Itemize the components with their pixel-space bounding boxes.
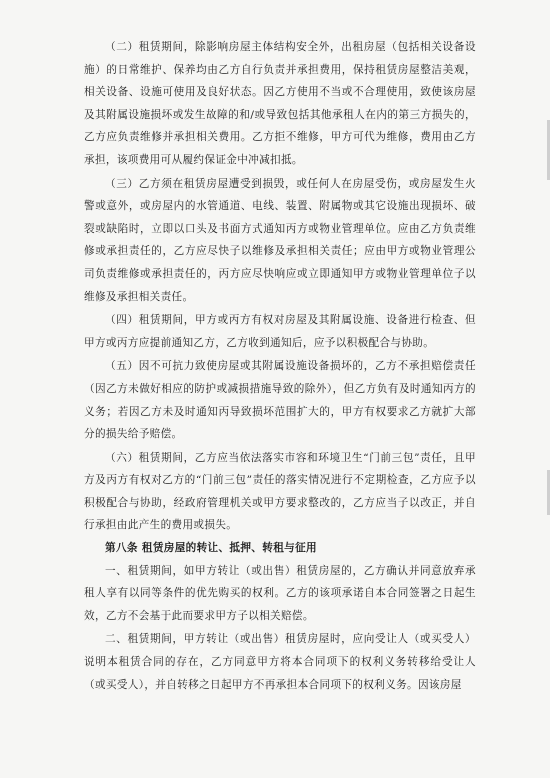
article-8-heading: 第八条 租赁房屋的转让、抵押、转租与征用 <box>105 542 317 555</box>
clause-2-paragraph: （二）租赁期间，除影响房屋主体结构安全外，出租房屋（包括相关设备设施）的日常维护、保养均由乙方自行负责并承担费用，保持租赁房屋整洁美观，相关设备、设施可使用及良好状态。因乙方使用不当或不合理使用，致使该房屋及其附属设施损坏或发生故障的和/或导致包括其他承租人在内的第三方损失的，乙方应负责维修并承担相关费用。乙方拒不维修，甲方可代为维修，费用由乙方承担，该项费用可从履约保证金中冲减扣抵。 <box>84 41 476 166</box>
clause-5-paragraph: （五）因不可抗力致使房屋或其附属设施设备损坏的，乙方不承担赔偿责任（因乙方未做好相应的防护或减损措施导致的除外），但乙方负有及时通知丙方的义务；若因乙方未及时通知丙导致损坏范围扩大的，甲方有权要求乙方就扩大部分的损失给予赔偿。 <box>84 360 476 441</box>
article-8-clause-1: 一、租赁期间，如甲方转让（或出售）租赁房屋的，乙方确认并同意放弃承租人享有以同等条件的优先购买的权利。乙方的该项承诺自本合同签署之日起生效，乙方不会基于此而要求甲方子以相关赔偿。 <box>84 564 476 622</box>
contract-text <box>84 36 476 696</box>
clause-6-paragraph: （六）租赁期间，乙方应当依法落实市容和环境卫生“门前三包”责任，且甲方及丙方有权对乙方的“门前三包”责任的落实情况进行不定期检查，乙方应予以积极配合与协助，经政府管理机关或甲方要求整改的，乙方应当子以改正，并自行承担由此产生的费用或损失。 <box>84 451 476 532</box>
clause-3-paragraph: （三）乙方须在租赁房屋遭受到损毁，或任何人在房屋受伤，或房屋发生火警或意外，或房屋内的水管通道、电线、装置、附属物或其它设施出现损坏、破裂或缺陷时，立即以口头及书面方式通知丙方或物业管理单位。应由乙方负责维修或承担责任的，乙方应尽快子以维修及承担相关责任；应由甲方或物业管理公司负责维修或承担责任的，丙方应尽快响应或立即通知甲方或物业管理单位子以维修及承担相关责任。 <box>84 177 476 303</box>
clause-4-paragraph: （四）租赁期间，甲方或丙方有权对房屋及其附属设施、设备进行检查、但甲方或丙方应提前通知乙方，乙方收到通知后，应予以积极配合与协助。 <box>84 314 476 349</box>
article-8-clause-2: 二、租赁期间，甲方转让（或出售）租赁房屋时，应向受让人（或买受人）说明本租赁合同的存在，乙方同意甲方将本合同项下的权利义务转移给受让人（或买受人），并自转移之日起甲方不再承担本合同项下的权利义务。因该房屋 <box>84 633 476 691</box>
